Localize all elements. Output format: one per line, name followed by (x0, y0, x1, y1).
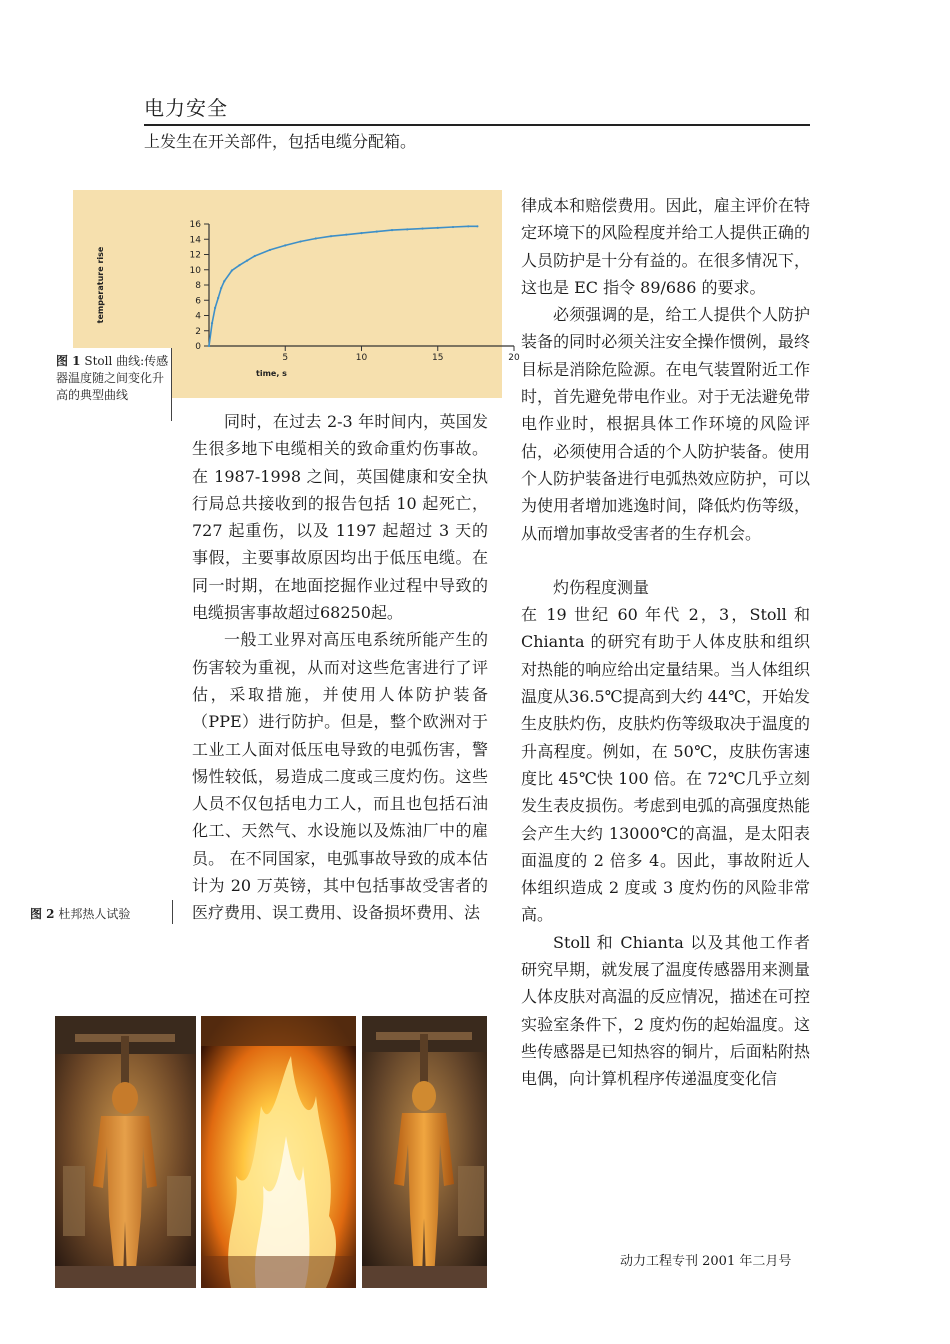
y-tick-label: 8 (195, 281, 201, 291)
middle-column (192, 408, 488, 927)
y-tick-label: 0 (195, 342, 201, 352)
spacer (521, 547, 810, 574)
data-point (238, 264, 240, 266)
data-point (345, 234, 347, 236)
data-point (254, 255, 256, 257)
middle-paragraph-2: 一般工业界对高压电系统所能产生的伤害较为重视，从而对这些危害进行了评估，采取措施，并使用人体防护装备（PPE）进行防护。但是，整个欧洲对于工业工人面对低压电导致的电弧伤害，警惕性较低，易造成二度或三度灼伤。这些人员不仅包括电力工人，而且也包括石油化工、天然气、水设施以及炼油厂中的雇员。 在不同国家，电弧事故导致的成本估计为 20 万英镑，其中包括事故受害者的医疗费用、误工费用、设备损坏费用、法 (192, 630, 488, 923)
figure-1-caption-text: Stoll 曲线:传感器温度随之间变化升高的典型曲线 (56, 354, 169, 402)
y-tick-label: 16 (189, 220, 201, 230)
y-tick-label: 12 (189, 250, 201, 261)
data-point (406, 228, 408, 230)
data-point (246, 260, 248, 262)
data-point (315, 237, 317, 239)
figure-1-caption (56, 353, 170, 404)
data-point (391, 229, 393, 231)
right-paragraph-2: 必须强调的是，给工人提供个人防护装备的同时必须关注安全操作惯例，最终目标是消除危险源。在电气装置附近工作时，首先避免带电作业。对于无法避免带电作业时，根据具体工作环境的风险评估，必须使用合适的个人防护装备。使用个人防护装备进行电弧热效应防护，可以为使用者增加逃逸时间，降低灼伤等级，从而增加事故受害者的生存机会。 (521, 305, 810, 543)
figure-2-caption (30, 906, 130, 923)
carry-over-line: 上发生在开关部件，包括电缆分配箱。 (144, 132, 417, 151)
title-rule (144, 124, 810, 126)
data-point (299, 240, 301, 242)
section-title: 电力安全 (144, 96, 228, 120)
figure-1-caption-label: 图 1 (56, 354, 81, 368)
data-point (231, 269, 233, 271)
figure-2-caption-bar (172, 900, 173, 924)
y-axis-label: temperature rise (96, 246, 105, 324)
series-line (209, 226, 477, 346)
right-paragraph-4: Stoll 和 Chianta 以及其他工作者研究早期，就发展了温度传感器用来测量人体皮肤对高温的反应情况，描述在可控实验室条件下，2 度灼伤的起始温度。这些传感器是已知热容的铜片，后面粘附热电偶，向计算机程序传递温度变化信 (521, 932, 810, 1089)
thermal-mannequin-photo-after (362, 1016, 487, 1288)
page-footer: 动力工程专刊 2001 年二月号 (620, 1254, 792, 1269)
right-heading: 灼伤程度测量 (553, 577, 650, 597)
right-paragraph-1: 律成本和赔偿费用。因此，雇主评价在特定环境下的风险程度并给工人提供正确的人员防护是十分有益的。在很多情况下，这也是 EC 指令 89/686 的要求。 (521, 196, 810, 297)
y-tick-label: 10 (189, 265, 201, 276)
data-point (421, 227, 423, 229)
x-tick-label: 5 (282, 353, 289, 363)
data-point (360, 232, 362, 234)
data-point (452, 226, 454, 228)
figure-2-caption-text: 杜邦热人试验 (58, 907, 131, 921)
data-point (467, 225, 469, 227)
right-paragraph-3: 在 19 世纪 60 年代 2，3，Stoll 和 Chianta 的研究有助于人体皮肤和组织对热能的响应给出定量结果。当人体组织温度从36.5℃提高到大约 44℃，开始发生皮肤灼伤，皮肤灼伤等级取决于温度的升高程度。例如，在 50℃，皮肤伤害速度比 45℃快 100 倍。在 72℃几乎立刻发生表皮损伤。考虑到电弧的高强度热能会产生大约 13000℃的高温，是太阳表面温度的 2 倍多 4。因此，事故附近人体组织造成 2 度或 3 度灼伤的风险非常高。 (521, 605, 810, 925)
y-tick-label: 6 (195, 296, 201, 307)
data-point (376, 231, 378, 233)
data-point (208, 345, 210, 347)
y-tick-label: 4 (195, 311, 201, 322)
data-point (437, 227, 439, 229)
thermal-mannequin-photo-flames (201, 1016, 356, 1288)
data-point (330, 235, 332, 237)
middle-paragraph-1: 同时，在过去 2-3 年时间内，英国发生很多地下电缆相关的致命重灼伤事故。在 1987-1998 之间，英国健康和安全执行局总共接收到的报告包括 10 起死亡，727 起重伤，以及 1197 起超过 3 天的事假，主要事故原因均出于低压电缆。在同一时期，在地面挖掘作业过程中导致的电缆损害事故超过68250起。 (192, 412, 488, 623)
figure-1-caption-bar (171, 348, 172, 421)
data-point (269, 249, 271, 251)
x-axis-label: time, s (256, 369, 287, 378)
thermal-mannequin-photo-before (55, 1016, 196, 1288)
x-tick-label: 10 (355, 353, 368, 363)
data-point (220, 287, 222, 289)
x-tick-label: 15 (432, 353, 444, 363)
data-point (476, 225, 478, 227)
x-tick-label: 20 (508, 353, 520, 363)
data-point (223, 280, 225, 282)
data-point (217, 297, 219, 299)
data-point (284, 244, 286, 246)
data-point (214, 307, 216, 309)
figure-2-caption-label: 图 2 (30, 907, 55, 921)
right-column (521, 192, 810, 1093)
y-tick-label: 14 (189, 235, 201, 246)
data-point (211, 322, 213, 324)
y-tick-label: 2 (195, 326, 201, 337)
